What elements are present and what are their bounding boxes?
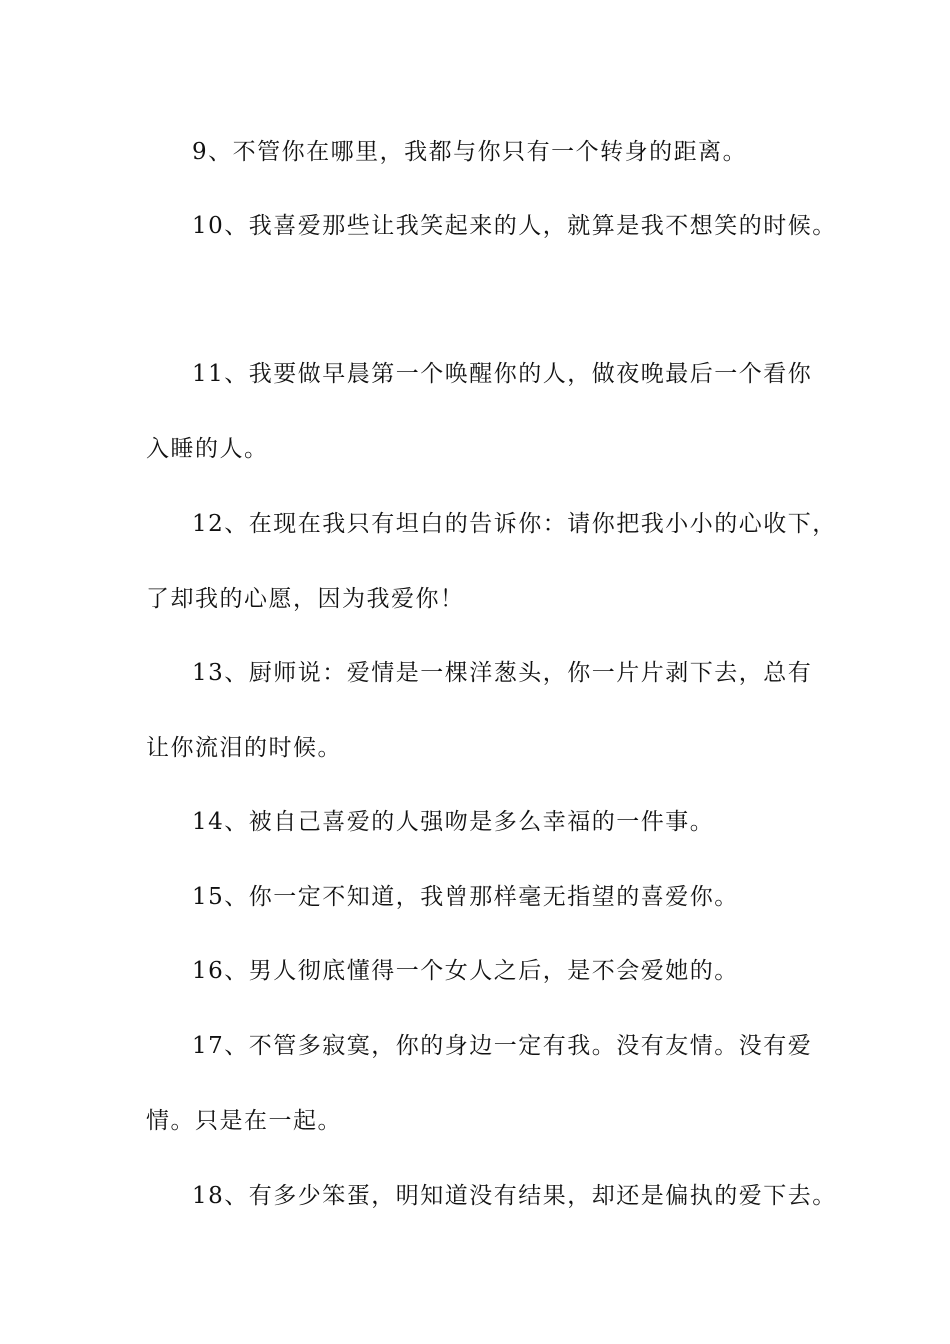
quote-17-line-2: 情。只是在一起。 [146, 1108, 342, 1134]
quote-11-line-1: 11、我要做早晨第一个唤醒你的人，做夜晚最后一个看你 [192, 361, 813, 387]
quote-12-line-2: 了却我的心愿，因为我爱你！ [146, 586, 465, 612]
quote-10: 10、我喜爱那些让我笑起来的人，就算是我不想笑的时候。 [192, 213, 837, 239]
quote-18: 18、有多少笨蛋，明知道没有结果，却还是偏执的爱下去。 [192, 1183, 837, 1209]
quote-17-line-1: 17、不管多寂寞，你的身边一定有我。没有友情。没有爱 [192, 1033, 813, 1059]
quote-9: 9、不管你在哪里，我都与你只有一个转身的距离。 [192, 139, 748, 165]
quote-12-line-1: 12、在现在我只有坦白的告诉你：请你把我小小的心收下， [192, 511, 837, 537]
quote-16: 16、男人彻底懂得一个女人之后，是不会爱她的。 [192, 958, 739, 984]
quote-15: 15、你一定不知道，我曾那样毫无指望的喜爱你。 [192, 884, 739, 910]
quote-11-line-2: 入睡的人。 [146, 436, 269, 462]
quote-14: 14、被自己喜爱的人强吻是多么幸福的一件事。 [192, 809, 715, 835]
quote-13-line-2: 让你流泪的时候。 [146, 735, 342, 761]
quote-13-line-1: 13、厨师说：爱情是一棵洋葱头，你一片片剥下去，总有 [192, 660, 813, 686]
